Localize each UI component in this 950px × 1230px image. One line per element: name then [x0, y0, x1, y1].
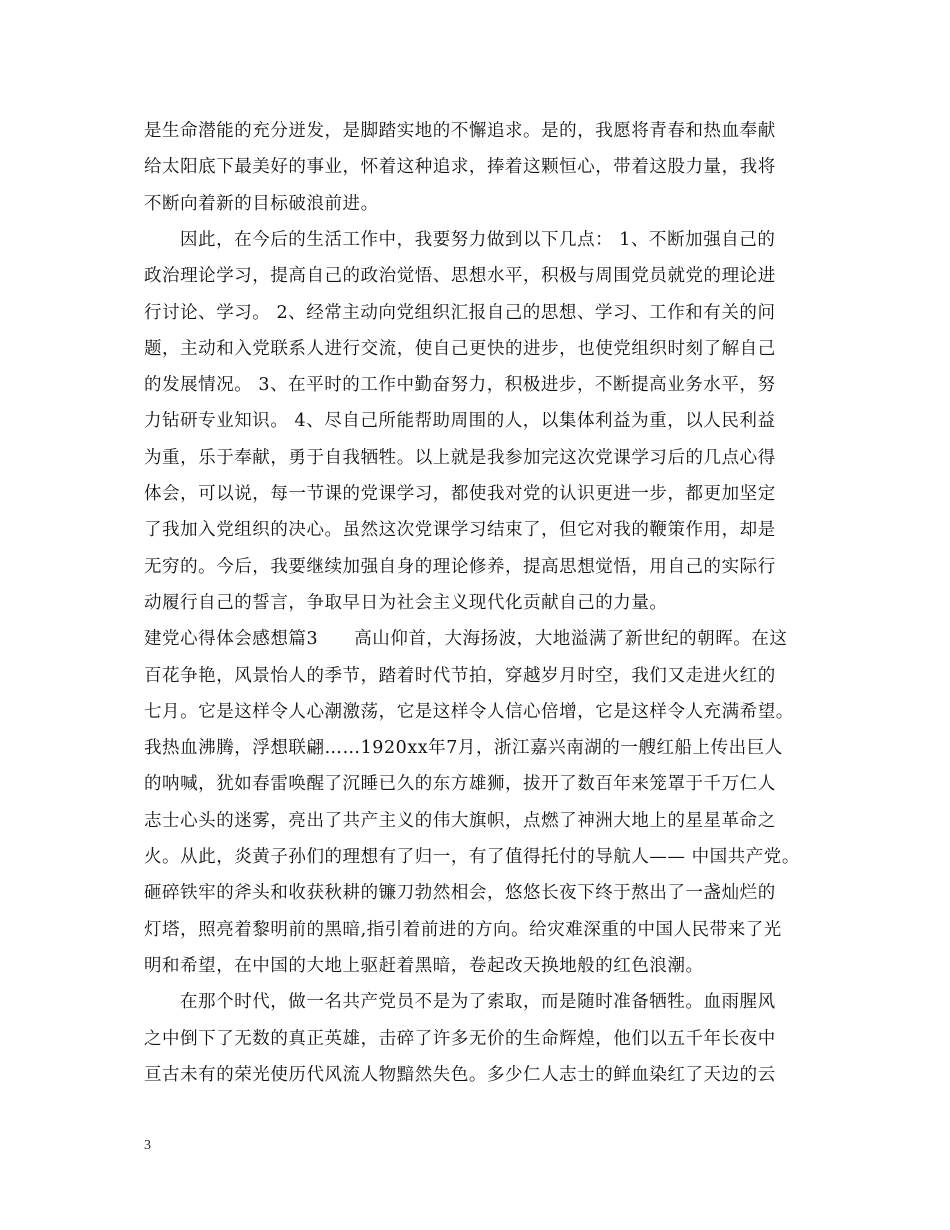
text-line: 行讨论、学习。 2、经常主动向党组织汇报自己的思想、学习、工作和有关的问 — [144, 302, 776, 323]
text-line: 在那个时代，做一名共产党员不是为了索取，而是随时准备牺牲。血雨腥风 — [180, 992, 776, 1013]
text-line: 因此，在今后的生活工作中，我要努力做到以下几点： 1、不断加强自己的 — [180, 229, 776, 250]
text-line: 政治理论学习，提高自己的政治觉悟、思想水平，积极与周围党员就党的理论进 — [144, 266, 776, 287]
text-line: 灯塔，照亮着黎明前的黑暗,指引着前进的方向。给灾难深重的中国人民带来了光 — [144, 919, 782, 940]
text-line: 题，主动和入党联系人进行交流，使自己更快的进步，也使党组织时刻了解自己 — [144, 338, 776, 359]
text-line: 七月。它是这样令人心潮激荡，它是这样令人信心倍增，它是这样令人充满希望。 — [144, 701, 794, 722]
text-line: 砸碎铁牢的斧头和收获秋耕的镰刀勃然相会，悠悠长夜下终于熬出了一盏灿烂的 — [144, 883, 776, 904]
text-line: 志士心头的迷雾，亮出了共产主义的伟大旗帜，点燃了神洲大地上的星星革命之 — [144, 810, 776, 831]
text-line: 的发展情况。 3、在平时的工作中勤奋努力，积极进步，不断提高业务水平，努 — [144, 375, 776, 396]
text-line: 不断向着新的目标破浪前进。 — [144, 193, 379, 214]
text-line: 体会，可以说，每一节课的党课学习，都使我对党的认识更进一步，都更加坚定 — [144, 484, 776, 504]
text-line: 火。从此，炎黄子孙们的理想有了归一，有了值得托付的导航人—— 中国共产党。 — [144, 847, 800, 867]
text-line: 的呐喊，犹如春雷唤醒了沉睡已久的东方雄狮，拔开了数百年来笼罩于千万仁人 — [144, 774, 776, 795]
page-number: 3 — [144, 1138, 151, 1153]
text-line: 力钻研专业知识。 4、尽自己所能帮助周围的人，以集体利益为重，以人民利益 — [144, 411, 776, 432]
text-line: 动履行自己的誓言，争取早日为社会主义现代化贡献自己的力量。 — [144, 592, 668, 613]
text-line: 我热血沸腾，浮想联翩……1920xx年7月，浙江嘉兴南湖的一艘红船上传出巨人 — [144, 738, 783, 759]
text-line: 了我加入党组织的决心。虽然这次党课学习结束了，但它对我的鞭策作用，却是 — [144, 520, 776, 541]
text-line: 之中倒下了无数的真正英雄，击碎了许多无价的生命辉煌，他们以五千年长夜中 — [144, 1028, 776, 1049]
text-line: 为重，乐于奉献，勇于自我牺牲。以上就是我参加完这次党课学习后的几点心得 — [144, 447, 776, 468]
text-line: 给太阳底下最美好的事业，怀着这种追求，捧着这颗恒心，带着这股力量，我将 — [144, 157, 776, 178]
text-line: 建党心得体会感想篇3 高山仰首，大海扬波，大地溢满了新世纪的朝晖。在这 — [144, 629, 788, 650]
text-line: 无穷的。今后，我要继续加强自身的理论修养，提高思想觉悟，用自己的实际行 — [144, 556, 776, 577]
text-line: 亘古未有的荣光使历代风流人物黯然失色。多少仁人志士的鲜血染红了天边的云 — [144, 1064, 776, 1085]
text-line: 是生命潜能的充分迸发，是脚踏实地的不懈追求。是的，我愿将青春和热血奉献 — [144, 121, 776, 141]
text-line: 百花争艳，风景怡人的季节，踏着时代节拍，穿越岁月时空，我们又走进火红的 — [144, 665, 776, 686]
text-line: 明和希望，在中国的大地上驱赶着黑暗，卷起改天换地般的红色浪潮。 — [144, 955, 704, 976]
